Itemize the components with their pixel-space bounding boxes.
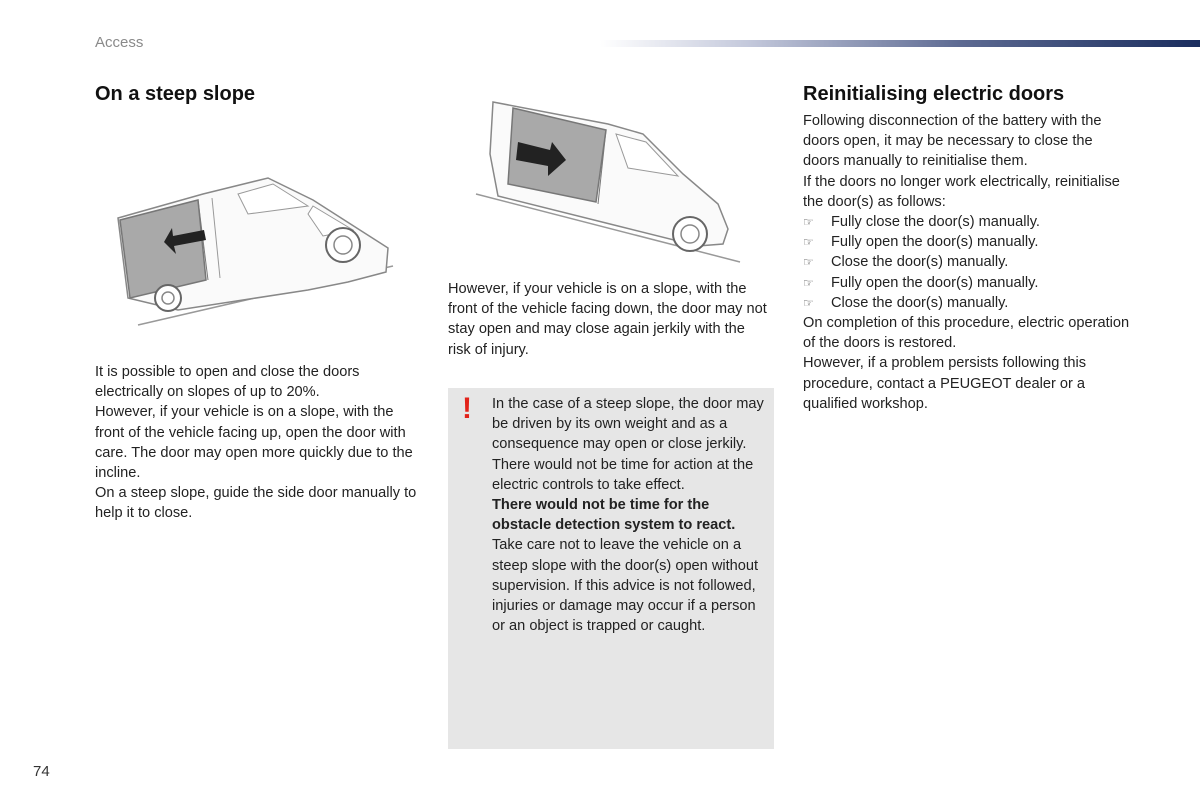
right-paragraph: On completion of this procedure, electric operation of the doors is restored. [803, 315, 1130, 352]
list-item [803, 252, 1133, 272]
van-downhill-illustration [468, 94, 758, 269]
middle-paragraph: However, if your vehicle is on a slope, with the front of the vehicle facing down, the door may not stay open and may close again jerkily with the risk of injury. [448, 281, 767, 358]
step-label: Fully close the door(s) manually. [831, 214, 1040, 231]
step-label: Close the door(s) manually. [831, 254, 1009, 271]
list-item [803, 273, 1133, 293]
left-title: On a steep slope [95, 83, 256, 105]
pointing-hand-icon: ☞ [803, 255, 814, 270]
pointing-hand-icon: ☞ [803, 215, 814, 230]
left-body [95, 362, 425, 524]
warning-paragraph: In the case of a steep slope, the door may be driven by its own weight and as a consequence may open or close jerkily. [492, 396, 764, 453]
van-uphill-illustration [108, 170, 413, 330]
step-label: Fully open the door(s) manually. [831, 234, 1039, 251]
right-paragraph: If the doors no longer work electrically, reinitialise the door(s) as follows: [803, 173, 1120, 210]
pointing-hand-icon: ☞ [803, 235, 814, 250]
procedure-steps [803, 212, 1133, 313]
warning-icon: ! [462, 392, 472, 425]
left-paragraph: However, if your vehicle is on a slope, with the front of the vehicle facing up, open the door with care. The door may open more quickly due to the incline. [95, 404, 413, 482]
right-paragraph: However, if a problem persists following this procedure, contact a PEUGEOT dealer or a qualified workshop. [803, 355, 1087, 412]
header-gradient-bar [600, 40, 1200, 47]
warning-text [492, 394, 764, 636]
warning-paragraph: Take care not to leave the vehicle on a steep slope with the door(s) open without supervision. If this advice is not followed, injuries or damage may occur if a person or an object is trapped or caught. [492, 537, 759, 635]
list-item [803, 232, 1133, 252]
warning-box [448, 388, 774, 749]
pointing-hand-icon: ☞ [803, 275, 814, 290]
step-label: Close the door(s) manually. [831, 294, 1009, 311]
left-paragraph: On a steep slope, guide the side door manually to help it to close. [95, 485, 417, 522]
list-item [803, 212, 1133, 232]
section-label: Access [95, 34, 144, 51]
list-item [803, 293, 1133, 313]
right-title: Reinitialising electric doors [803, 83, 1065, 105]
right-paragraph: Following disconnection of the battery with the doors open, it may be necessary to close the doors manually to reinitialise them. [803, 113, 1102, 170]
warning-paragraph: There would not be time for action at the electric controls to take effect. [492, 456, 754, 493]
right-body [803, 111, 1133, 414]
page-number: 74 [33, 763, 50, 780]
step-label: Fully open the door(s) manually. [831, 274, 1039, 291]
left-paragraph: It is possible to open and close the doors electrically on slopes of up to 20%. [95, 364, 360, 401]
pointing-hand-icon: ☞ [803, 295, 814, 310]
warning-emphasis: There would not be time for the obstacle detection system to react. [492, 497, 736, 534]
